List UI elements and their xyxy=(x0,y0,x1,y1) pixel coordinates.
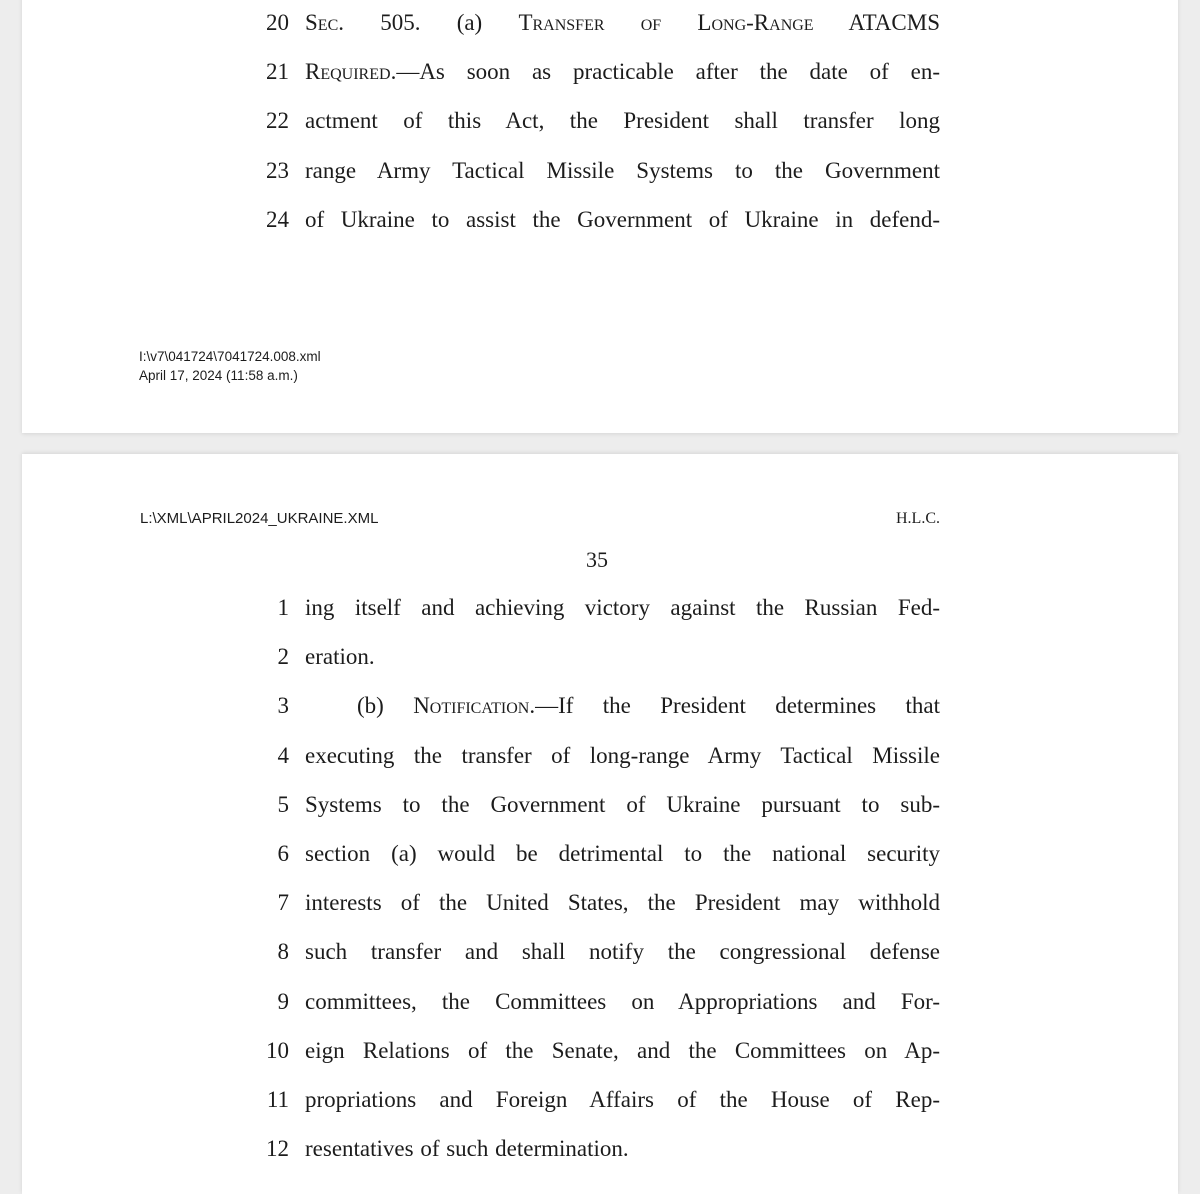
text-run: propriations and Foreign Affairs of the House of Rep- xyxy=(305,1087,940,1112)
line-text xyxy=(305,1083,940,1117)
text-line xyxy=(22,55,1178,89)
text-run: such transfer and shall notify the congressional defense xyxy=(305,939,940,965)
text-line xyxy=(22,935,1178,969)
line-text xyxy=(305,1034,940,1068)
line-number: 23 xyxy=(266,157,289,183)
line-text xyxy=(305,1132,940,1166)
footer-file-path: I:\v7\041724\7041724.008.xml xyxy=(139,349,321,364)
line-text xyxy=(305,886,940,920)
text-run: . 505. (a) xyxy=(338,10,519,35)
line-number: 5 xyxy=(277,791,289,817)
text-run: interests of the United States, the President may withhold xyxy=(305,890,940,916)
text-line xyxy=(22,985,1178,1019)
text-run: eign Relations of the Senate, and the Committees on Ap- xyxy=(305,1037,940,1063)
text-run: .—As soon as practicable after the date of en- xyxy=(390,59,940,85)
line-text xyxy=(357,689,940,723)
line-number: 8 xyxy=(277,939,289,965)
line-number: 21 xyxy=(266,59,289,85)
small-caps-text: Transfer of Long-Range xyxy=(518,10,814,35)
line-number: 12 xyxy=(266,1136,289,1162)
text-run: .—If the President determines that xyxy=(529,693,940,719)
line-text xyxy=(305,935,940,969)
line-text xyxy=(305,788,940,822)
small-caps-text: Required xyxy=(305,59,391,85)
text-line xyxy=(22,1132,1178,1166)
text-run: range Army Tactical Missile Systems to the Government xyxy=(305,157,940,183)
text-line xyxy=(22,104,1178,138)
line-text xyxy=(305,837,940,871)
line-number: 22 xyxy=(266,108,289,134)
text-line xyxy=(22,1034,1178,1068)
line-text xyxy=(305,104,940,138)
text-line xyxy=(22,203,1178,237)
line-number: 3 xyxy=(277,693,289,719)
text-line xyxy=(22,6,1178,40)
text-run: committees, the Committees on Appropriations and For- xyxy=(305,988,940,1014)
text-run: eration. xyxy=(305,644,375,670)
text-line xyxy=(22,154,1178,188)
document-page-bottom xyxy=(22,454,1178,1194)
document-page-top xyxy=(22,0,1178,433)
text-run: section (a) would be detrimental to the national security xyxy=(305,841,940,866)
small-caps-text: Notification xyxy=(413,693,530,719)
footer-timestamp: April 17, 2024 (11:58 a.m.) xyxy=(139,368,298,383)
small-caps-text: Sec xyxy=(305,10,339,35)
text-line xyxy=(22,640,1178,674)
line-number: 20 xyxy=(266,10,289,35)
text-line xyxy=(22,739,1178,773)
line-number: 9 xyxy=(277,988,289,1014)
text-line xyxy=(22,689,1178,723)
text-run: ATACMS xyxy=(813,10,940,35)
line-text xyxy=(305,640,940,674)
line-text xyxy=(305,985,940,1019)
line-number: 1 xyxy=(277,595,289,620)
header-office-code: H.L.C. xyxy=(896,510,940,527)
text-run: (b) xyxy=(357,693,414,719)
line-number: 4 xyxy=(277,742,289,768)
text-run: of Ukraine to assist the Government of Ukraine in defend- xyxy=(305,206,940,232)
page-number: 35 xyxy=(586,547,608,572)
line-number: 11 xyxy=(266,1087,289,1112)
text-run: executing the transfer of long-range Army Tactical Missile xyxy=(305,742,940,768)
line-number: 24 xyxy=(266,206,289,232)
line-text xyxy=(305,591,940,625)
line-number: 7 xyxy=(277,890,289,916)
line-text xyxy=(305,203,940,237)
line-number: 10 xyxy=(266,1037,289,1063)
line-text xyxy=(305,739,940,773)
text-run: actment of this Act, the President shall transfer long xyxy=(305,108,940,134)
line-text xyxy=(305,55,940,89)
text-line xyxy=(22,837,1178,871)
text-run: resentatives of such determination. xyxy=(305,1136,629,1162)
line-text xyxy=(305,6,940,40)
text-line xyxy=(22,591,1178,625)
text-line xyxy=(22,1083,1178,1117)
text-run: Systems to the Government of Ukraine pursuant to sub- xyxy=(305,791,940,817)
text-run: ing itself and achieving victory against the Russian Fed- xyxy=(305,595,940,620)
line-number: 2 xyxy=(277,644,289,670)
line-text xyxy=(305,154,940,188)
line-number: 6 xyxy=(277,841,289,866)
text-line xyxy=(22,788,1178,822)
text-line xyxy=(22,886,1178,920)
header-file-path: L:\XML\APRIL2024_UKRAINE.XML xyxy=(140,510,379,527)
